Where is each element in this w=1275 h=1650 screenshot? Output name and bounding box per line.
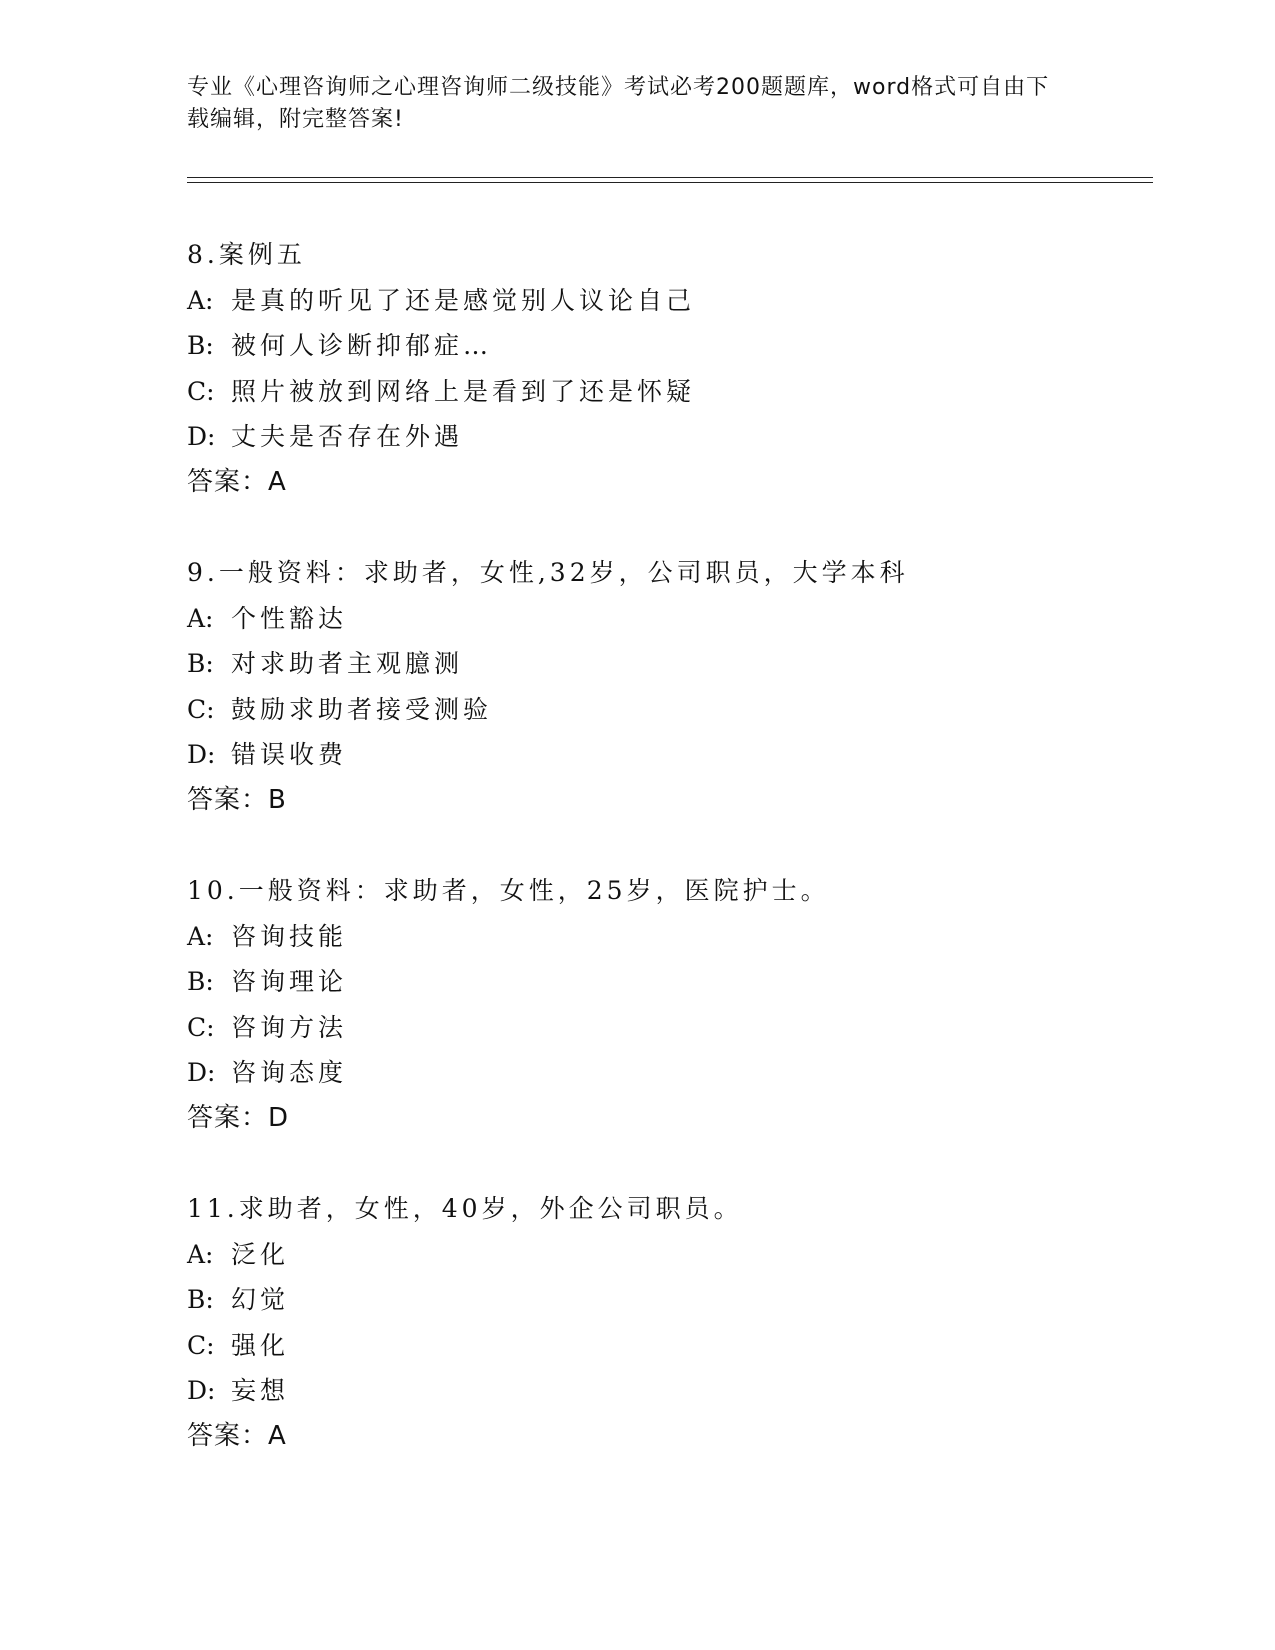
option-letter: D: bbox=[187, 1376, 216, 1405]
option-d bbox=[187, 1050, 1147, 1096]
option-c bbox=[187, 1005, 1147, 1051]
option-letter: C: bbox=[187, 1330, 215, 1360]
option-letter: B: bbox=[187, 1285, 214, 1314]
option-letter: C: bbox=[187, 1012, 215, 1042]
option-c bbox=[187, 369, 1147, 415]
question-title: 11.求助者，女性，40岁，外企公司职员。 bbox=[187, 1194, 743, 1223]
question-title: 10.一般资料：求助者，女性，25岁，医院护士。 bbox=[187, 876, 830, 905]
option-letter: C: bbox=[187, 376, 215, 406]
option-text: 鼓励求助者接受测验 bbox=[231, 694, 493, 724]
option-b bbox=[187, 641, 1147, 687]
question-title: 9.一般资料：求助者，女性,32岁，公司职员，大学本科 bbox=[187, 558, 909, 587]
option-b bbox=[187, 959, 1147, 1005]
option-text: 被何人诊断抑郁症… bbox=[231, 331, 493, 360]
option-text: 丈夫是否存在外遇 bbox=[231, 422, 464, 451]
question-title: 8.案例五 bbox=[187, 240, 306, 269]
option-letter: A: bbox=[187, 285, 214, 315]
option-text: 咨询方法 bbox=[231, 1012, 348, 1042]
question-list bbox=[187, 232, 1147, 1504]
option-letter: D: bbox=[187, 422, 216, 451]
header-divider bbox=[187, 177, 1153, 183]
question-10 bbox=[187, 868, 1147, 1141]
option-b bbox=[187, 323, 1147, 369]
option-c bbox=[187, 687, 1147, 733]
option-text: 咨询技能 bbox=[231, 921, 348, 951]
option-letter: D: bbox=[187, 1058, 216, 1087]
option-text: 对求助者主观臆测 bbox=[231, 649, 464, 678]
option-a bbox=[187, 278, 1147, 324]
option-letter: B: bbox=[187, 967, 214, 996]
answer-line: 答案：B bbox=[187, 784, 287, 815]
option-text: 咨询理论 bbox=[231, 967, 348, 996]
option-a bbox=[187, 596, 1147, 642]
option-letter: C: bbox=[187, 694, 215, 724]
option-text: 幻觉 bbox=[231, 1285, 290, 1314]
option-text: 泛化 bbox=[231, 1239, 290, 1269]
option-letter: A: bbox=[187, 921, 214, 951]
answer-line: 答案：A bbox=[187, 466, 287, 497]
option-d bbox=[187, 732, 1147, 778]
option-text: 咨询态度 bbox=[231, 1058, 348, 1087]
option-letter: A: bbox=[187, 603, 214, 633]
option-c bbox=[187, 1323, 1147, 1369]
option-letter: B: bbox=[187, 649, 214, 678]
option-a bbox=[187, 1232, 1147, 1278]
option-b bbox=[187, 1277, 1147, 1323]
answer-line: 答案：D bbox=[187, 1102, 290, 1133]
option-d bbox=[187, 414, 1147, 460]
option-text: 个性豁达 bbox=[231, 603, 348, 633]
option-a bbox=[187, 914, 1147, 960]
question-8 bbox=[187, 232, 1147, 505]
option-letter: D: bbox=[187, 740, 216, 769]
question-9 bbox=[187, 550, 1147, 823]
option-letter: A: bbox=[187, 1239, 214, 1269]
option-text: 强化 bbox=[231, 1330, 290, 1360]
option-text: 妄想 bbox=[231, 1376, 290, 1405]
document-header: 专业《心理咨询师之心理咨询师二级技能》考试必考200题题库，word格式可自由下载编辑，附完整答案! bbox=[187, 75, 1050, 132]
option-text: 是真的听见了还是感觉别人议论自己 bbox=[231, 285, 696, 315]
option-letter: B: bbox=[187, 331, 214, 360]
answer-line: 答案：A bbox=[187, 1420, 287, 1451]
option-text: 照片被放到网络上是看到了还是怀疑 bbox=[231, 376, 696, 406]
option-text: 错误收费 bbox=[231, 740, 348, 769]
question-11 bbox=[187, 1186, 1147, 1459]
option-d bbox=[187, 1368, 1147, 1414]
